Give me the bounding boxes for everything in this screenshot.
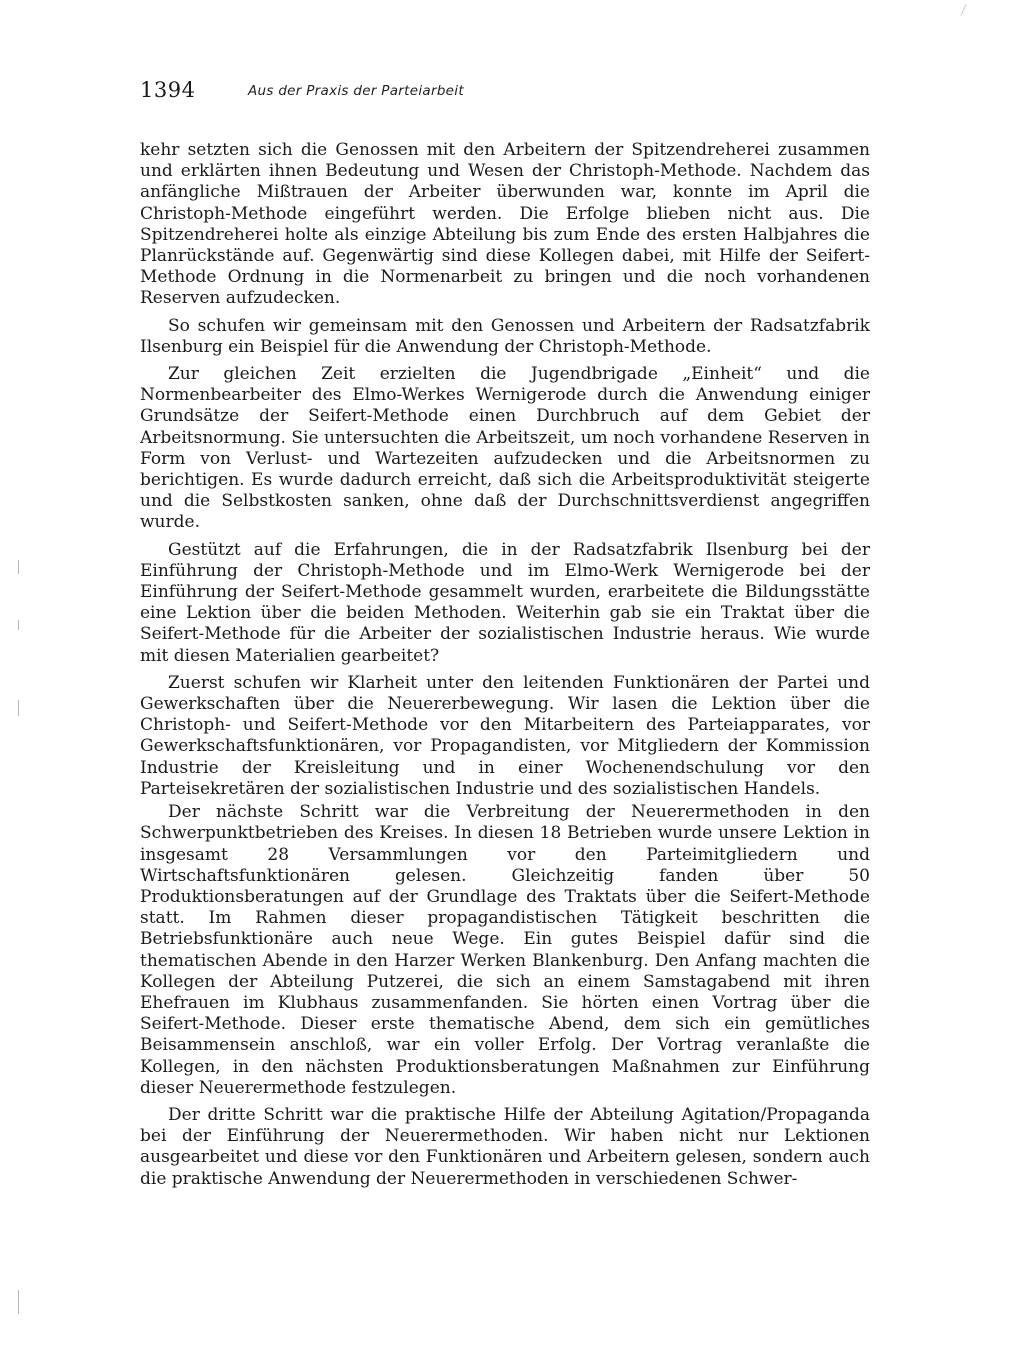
running-title: Aus der Praxis der Parteiarbeit bbox=[248, 83, 464, 99]
paragraph: Zur gleichen Zeit erzielten die Jugendbrigade „Einheit“ und die Normenbearbeiter des Elmo-Werkes Wernigerode durch die Anwendung einiger Grundsätze der Seifert-Methode einen Durchbruch auf dem Gebiet der Arbeitsnormung. Sie untersuchten die Arbeitszeit, um noch vorhandene Reserven in Form von Verlust- und Wartezeiten aufzudecken und die Arbeitsnormen zu berichtigen. Es wurde dadurch erreicht, daß sich die Arbeitsproduktivität steigerte und die Selbstkosten sanken, ohne daß der Durchschnittsverdienst angegriffen wurde. bbox=[140, 364, 870, 533]
paragraph: Der dritte Schritt war die praktische Hilfe der Abteilung Agitation/Propaganda bei der Einführung der Neuerermethoden. Wir haben nicht nur Lektionen ausgearbeitet und diese vor den Funktionären und Arbeitern gelesen, sondern auch die praktische Anwendung der Neuerermethoden in verschiedenen Schwer- bbox=[140, 1104, 870, 1189]
margin-artifact bbox=[18, 620, 19, 630]
page-number: 1394 bbox=[140, 78, 196, 102]
margin-artifact bbox=[18, 1290, 19, 1314]
paragraph: Der nächste Schritt war die Verbreitung der Neuerermethoden in den Schwerpunktbetrieben des Kreises. In diesen 18 Betrieben wurde unsere Lektion in insgesamt 28 Versammlungen vor den Parteimitgliedern und Wirtschaftsfunktionären gelesen. Gleichzeitig fanden über 50 Produktionsberatungen auf der Grundlage des Traktats über die Seifert-Methode statt. Im Rahmen dieser propagandistischen Tätigkeit beschritten die Betriebsfunktionäre auch neue Wege. Ein gutes Beispiel dafür sind die thematischen Abende in den Harzer Werken Blankenburg. Den Anfang machten die Kollegen der Abteilung Putzerei, die sich an einem Samstagabend mit ihren Ehefrauen im Klubhaus zusammenfanden. Sie hörten einen Vortrag über die Seifert-Methode. Dieser erste thematische Abend, dem sich ein gemütliches Beisammensein anschloß, war ein voller Erfolg. Der Vortrag veranlaßte die Kollegen, in den nächsten Produktionsberatungen Maßnahmen zur Einführung dieser Neuerermethode festzulegen. bbox=[140, 802, 870, 1098]
paragraph: Gestützt auf die Erfahrungen, die in der Radsatzfabrik Ilsenburg bei der Einführung der Christoph-Methode und im Elmo-Werk Wernigerode bei der Einführung der Seifert-Methode gesammelt wurden, erarbeitete die Bildungsstätte eine Lektion über die beiden Methoden. Weiterhin gab sie ein Traktat über die Seifert-Methode für die Arbeiter der sozialistischen Industrie heraus. Wie wurde mit diesen Materialien gearbeitet? bbox=[140, 539, 870, 666]
paragraph: Zuerst schufen wir Klarheit unter den leitenden Funktionären der Partei und Gewerkschaften über die Neuererbewegung. Wir lasen die Lektion über die Christoph- und Seifert-Methode vor den Mitarbeitern des Parteiapparates, vor Gewerkschaftsfunktionären, vor Propagandisten, vor Mitgliedern der Kommission Industrie der Kreisleitung und in einer Wochenendschulung vor den Parteisekretären der sozialistischen Industrie und des sozialistischen Handels. bbox=[140, 672, 870, 799]
scan-artifact bbox=[961, 4, 967, 15]
paragraph: kehr setzten sich die Genossen mit den Arbeitern der Spitzendreherei zusammen und erklärten ihnen Bedeutung und Wesen der Christoph-Methode. Nachdem das anfängliche Mißtrauen der Arbeiter überwunden war, konnte im April die Christoph-Methode eingeführt werden. Die Erfolge blieben nicht aus. Die Spitzendreherei holte als einzige Abteilung bis zum Ende des ersten Halbjahres die Planrückstände auf. Gegenwärtig sind diese Kollegen dabei, mit Hilfe der Seifert-Methode Ordnung in die Normenarbeit zu bringen und die noch vorhandenen Reserven aufzudecken. bbox=[140, 140, 870, 309]
margin-artifact bbox=[18, 700, 19, 716]
page-header bbox=[140, 78, 880, 108]
margin-artifact bbox=[18, 560, 19, 574]
paragraph: So schufen wir gemeinsam mit den Genossen und Arbeitern der Radsatzfabrik Ilsenburg ein Beispiel für die Anwendung der Christoph-Methode. bbox=[140, 315, 870, 357]
body-text bbox=[140, 140, 870, 1196]
